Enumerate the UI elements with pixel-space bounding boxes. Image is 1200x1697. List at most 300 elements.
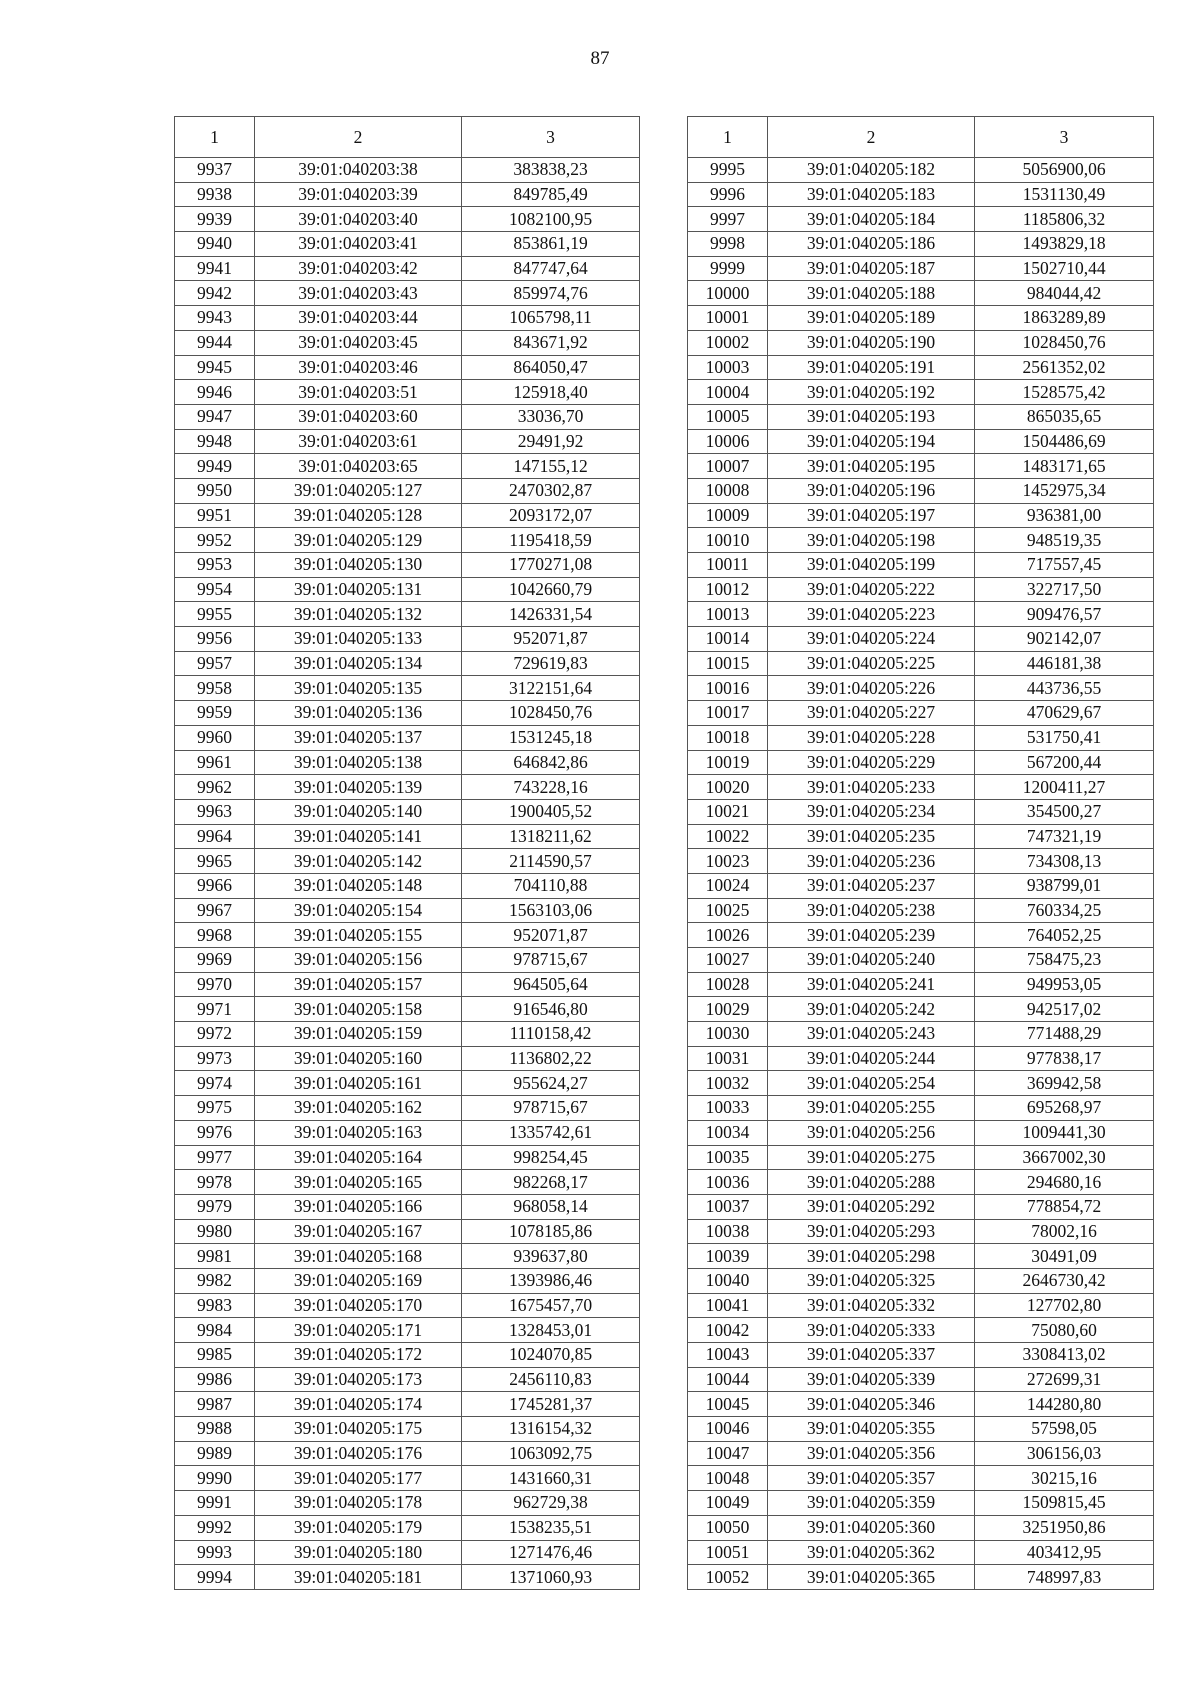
value: 936381,00 bbox=[975, 503, 1154, 528]
value: 998254,45 bbox=[462, 1145, 640, 1170]
cadastral-number: 39:01:040205:238 bbox=[768, 898, 975, 923]
row-number: 10010 bbox=[688, 528, 768, 553]
cadastral-number: 39:01:040205:156 bbox=[255, 948, 462, 973]
cadastral-number: 39:01:040205:199 bbox=[768, 553, 975, 578]
row-number: 10022 bbox=[688, 824, 768, 849]
row-number: 10027 bbox=[688, 948, 768, 973]
row-number: 10023 bbox=[688, 849, 768, 874]
cadastral-number: 39:01:040203:41 bbox=[255, 232, 462, 257]
value: 2093172,07 bbox=[462, 503, 640, 528]
cadastral-number: 39:01:040205:137 bbox=[255, 725, 462, 750]
cadastral-number: 39:01:040205:194 bbox=[768, 429, 975, 454]
value: 1426331,54 bbox=[462, 602, 640, 627]
row-number: 9980 bbox=[175, 1219, 255, 1244]
table-row bbox=[688, 454, 1154, 479]
row-number: 10015 bbox=[688, 651, 768, 676]
cadastral-number: 39:01:040205:292 bbox=[768, 1194, 975, 1219]
value: 646842,86 bbox=[462, 750, 640, 775]
table-row bbox=[175, 1491, 640, 1516]
value: 3667002,30 bbox=[975, 1145, 1154, 1170]
row-number: 9949 bbox=[175, 454, 255, 479]
cadastral-number: 39:01:040205:188 bbox=[768, 281, 975, 306]
value: 30215,16 bbox=[975, 1466, 1154, 1491]
table-row bbox=[688, 232, 1154, 257]
cadastral-number: 39:01:040205:228 bbox=[768, 725, 975, 750]
row-number: 9937 bbox=[175, 158, 255, 183]
cadastral-number: 39:01:040205:164 bbox=[255, 1145, 462, 1170]
row-number: 10050 bbox=[688, 1515, 768, 1540]
table-row bbox=[688, 799, 1154, 824]
value: 771488,29 bbox=[975, 1022, 1154, 1047]
row-number: 9993 bbox=[175, 1540, 255, 1565]
cadastral-number: 39:01:040205:128 bbox=[255, 503, 462, 528]
row-number: 9968 bbox=[175, 923, 255, 948]
row-number: 10004 bbox=[688, 380, 768, 405]
cadastral-number: 39:01:040205:162 bbox=[255, 1096, 462, 1121]
value: 3251950,86 bbox=[975, 1515, 1154, 1540]
row-number: 10026 bbox=[688, 923, 768, 948]
value: 1493829,18 bbox=[975, 232, 1154, 257]
cadastral-number: 39:01:040205:134 bbox=[255, 651, 462, 676]
value: 717557,45 bbox=[975, 553, 1154, 578]
table-row bbox=[175, 651, 640, 676]
table-row bbox=[175, 1170, 640, 1195]
value: 864050,47 bbox=[462, 355, 640, 380]
row-number: 10043 bbox=[688, 1343, 768, 1368]
value: 567200,44 bbox=[975, 750, 1154, 775]
value: 147155,12 bbox=[462, 454, 640, 479]
table-row bbox=[688, 478, 1154, 503]
page-number: 87 bbox=[590, 48, 610, 69]
value: 1024070,85 bbox=[462, 1343, 640, 1368]
cadastral-number: 39:01:040205:158 bbox=[255, 997, 462, 1022]
table-row bbox=[688, 651, 1154, 676]
table-row bbox=[688, 404, 1154, 429]
cadastral-number: 39:01:040205:135 bbox=[255, 676, 462, 701]
table-row bbox=[688, 750, 1154, 775]
table-row bbox=[175, 1367, 640, 1392]
table-row bbox=[688, 528, 1154, 553]
value: 1318211,62 bbox=[462, 824, 640, 849]
value: 734308,13 bbox=[975, 849, 1154, 874]
table-row bbox=[688, 824, 1154, 849]
value: 1316154,32 bbox=[462, 1417, 640, 1442]
cadastral-number: 39:01:040203:42 bbox=[255, 256, 462, 281]
value: 748997,83 bbox=[975, 1565, 1154, 1590]
value: 1063092,75 bbox=[462, 1441, 640, 1466]
table-row bbox=[688, 380, 1154, 405]
table-row bbox=[175, 923, 640, 948]
table-row bbox=[688, 602, 1154, 627]
row-number: 9971 bbox=[175, 997, 255, 1022]
row-number: 10021 bbox=[688, 799, 768, 824]
column-header: 3 bbox=[975, 117, 1154, 158]
cadastral-number: 39:01:040205:339 bbox=[768, 1367, 975, 1392]
cadastral-number: 39:01:040205:222 bbox=[768, 577, 975, 602]
column-header: 1 bbox=[175, 117, 255, 158]
value: 2470302,87 bbox=[462, 478, 640, 503]
column-header: 2 bbox=[255, 117, 462, 158]
table-row bbox=[175, 478, 640, 503]
cadastral-number: 39:01:040205:127 bbox=[255, 478, 462, 503]
value: 369942,58 bbox=[975, 1071, 1154, 1096]
cadastral-number: 39:01:040205:362 bbox=[768, 1540, 975, 1565]
cadastral-number: 39:01:040205:179 bbox=[255, 1515, 462, 1540]
row-number: 9941 bbox=[175, 256, 255, 281]
value: 942517,02 bbox=[975, 997, 1154, 1022]
row-number: 10029 bbox=[688, 997, 768, 1022]
value: 704110,88 bbox=[462, 873, 640, 898]
cadastral-number: 39:01:040205:239 bbox=[768, 923, 975, 948]
table-row bbox=[175, 553, 640, 578]
row-number: 9950 bbox=[175, 478, 255, 503]
cadastral-number: 39:01:040205:359 bbox=[768, 1491, 975, 1516]
row-number: 9952 bbox=[175, 528, 255, 553]
row-number: 9953 bbox=[175, 553, 255, 578]
row-number: 9965 bbox=[175, 849, 255, 874]
cadastral-number: 39:01:040203:43 bbox=[255, 281, 462, 306]
cadastral-number: 39:01:040205:356 bbox=[768, 1441, 975, 1466]
table-header-row bbox=[175, 117, 640, 158]
value: 144280,80 bbox=[975, 1392, 1154, 1417]
value: 902142,07 bbox=[975, 627, 1154, 652]
row-number: 9958 bbox=[175, 676, 255, 701]
row-number: 10016 bbox=[688, 676, 768, 701]
table-row bbox=[688, 1491, 1154, 1516]
value: 2456110,83 bbox=[462, 1367, 640, 1392]
row-number: 9999 bbox=[688, 256, 768, 281]
cadastral-number: 39:01:040203:61 bbox=[255, 429, 462, 454]
row-number: 10011 bbox=[688, 553, 768, 578]
table-row bbox=[175, 207, 640, 232]
row-number: 10047 bbox=[688, 1441, 768, 1466]
row-number: 9966 bbox=[175, 873, 255, 898]
row-number: 9973 bbox=[175, 1046, 255, 1071]
table-row bbox=[688, 1441, 1154, 1466]
row-number: 9961 bbox=[175, 750, 255, 775]
row-number: 9956 bbox=[175, 627, 255, 652]
table-row bbox=[175, 1441, 640, 1466]
row-number: 9983 bbox=[175, 1293, 255, 1318]
value: 729619,83 bbox=[462, 651, 640, 676]
table-row bbox=[175, 701, 640, 726]
value: 952071,87 bbox=[462, 923, 640, 948]
cadastral-number: 39:01:040205:154 bbox=[255, 898, 462, 923]
row-number: 9996 bbox=[688, 182, 768, 207]
value: 531750,41 bbox=[975, 725, 1154, 750]
value: 294680,16 bbox=[975, 1170, 1154, 1195]
cadastral-number: 39:01:040205:173 bbox=[255, 1367, 462, 1392]
table-row bbox=[175, 1540, 640, 1565]
table-row bbox=[688, 923, 1154, 948]
cadastral-number: 39:01:040205:131 bbox=[255, 577, 462, 602]
value: 1745281,37 bbox=[462, 1392, 640, 1417]
table-row bbox=[175, 380, 640, 405]
row-number: 9969 bbox=[175, 948, 255, 973]
cadastral-number: 39:01:040203:45 bbox=[255, 330, 462, 355]
row-number: 9946 bbox=[175, 380, 255, 405]
row-number: 9954 bbox=[175, 577, 255, 602]
cadastral-number: 39:01:040205:288 bbox=[768, 1170, 975, 1195]
table-row bbox=[175, 898, 640, 923]
table-row bbox=[175, 972, 640, 997]
row-number: 9981 bbox=[175, 1244, 255, 1269]
table-row bbox=[175, 1268, 640, 1293]
cadastral-number: 39:01:040205:237 bbox=[768, 873, 975, 898]
table-row bbox=[688, 1120, 1154, 1145]
row-number: 10049 bbox=[688, 1491, 768, 1516]
row-number: 9974 bbox=[175, 1071, 255, 1096]
row-number: 9982 bbox=[175, 1268, 255, 1293]
row-number: 10051 bbox=[688, 1540, 768, 1565]
value: 1042660,79 bbox=[462, 577, 640, 602]
table-row bbox=[688, 1367, 1154, 1392]
value: 955624,27 bbox=[462, 1071, 640, 1096]
row-number: 9938 bbox=[175, 182, 255, 207]
value: 30491,09 bbox=[975, 1244, 1154, 1269]
table-row bbox=[688, 948, 1154, 973]
table-row bbox=[688, 256, 1154, 281]
table-row bbox=[175, 1515, 640, 1540]
cadastral-number: 39:01:040205:255 bbox=[768, 1096, 975, 1121]
value: 948519,35 bbox=[975, 528, 1154, 553]
value: 758475,23 bbox=[975, 948, 1154, 973]
table-row bbox=[175, 824, 640, 849]
table-row bbox=[175, 158, 640, 183]
table-row bbox=[175, 750, 640, 775]
cadastral-number: 39:01:040205:357 bbox=[768, 1466, 975, 1491]
cadastral-number: 39:01:040203:44 bbox=[255, 306, 462, 331]
value: 1028450,76 bbox=[975, 330, 1154, 355]
cadastral-number: 39:01:040205:195 bbox=[768, 454, 975, 479]
table-row bbox=[175, 429, 640, 454]
value: 1502710,44 bbox=[975, 256, 1154, 281]
cadastral-number: 39:01:040205:332 bbox=[768, 1293, 975, 1318]
cadastral-number: 39:01:040205:166 bbox=[255, 1194, 462, 1219]
value: 3122151,64 bbox=[462, 676, 640, 701]
value: 127702,80 bbox=[975, 1293, 1154, 1318]
table-row bbox=[175, 725, 640, 750]
row-number: 9955 bbox=[175, 602, 255, 627]
table-row bbox=[175, 1392, 640, 1417]
table-row bbox=[175, 1417, 640, 1442]
cadastral-number: 39:01:040205:254 bbox=[768, 1071, 975, 1096]
table-row bbox=[175, 1120, 640, 1145]
table-row bbox=[175, 1096, 640, 1121]
value: 849785,49 bbox=[462, 182, 640, 207]
table-row bbox=[175, 676, 640, 701]
row-number: 9998 bbox=[688, 232, 768, 257]
value: 1675457,70 bbox=[462, 1293, 640, 1318]
cadastral-number: 39:01:040205:225 bbox=[768, 651, 975, 676]
cadastral-number: 39:01:040205:223 bbox=[768, 602, 975, 627]
row-number: 9944 bbox=[175, 330, 255, 355]
row-number: 10037 bbox=[688, 1194, 768, 1219]
table-row bbox=[175, 1565, 640, 1590]
table-row bbox=[175, 355, 640, 380]
table-row bbox=[175, 775, 640, 800]
cadastral-number: 39:01:040203:38 bbox=[255, 158, 462, 183]
table-row bbox=[175, 232, 640, 257]
table-row bbox=[688, 1392, 1154, 1417]
value: 354500,27 bbox=[975, 799, 1154, 824]
row-number: 9945 bbox=[175, 355, 255, 380]
row-number: 10002 bbox=[688, 330, 768, 355]
row-number: 10003 bbox=[688, 355, 768, 380]
value: 33036,70 bbox=[462, 404, 640, 429]
table-row bbox=[688, 1466, 1154, 1491]
row-number: 10040 bbox=[688, 1268, 768, 1293]
table-left-body bbox=[175, 117, 640, 1590]
value: 443736,55 bbox=[975, 676, 1154, 701]
cadastral-number: 39:01:040205:132 bbox=[255, 602, 462, 627]
value: 982268,17 bbox=[462, 1170, 640, 1195]
cadastral-number: 39:01:040203:60 bbox=[255, 404, 462, 429]
cadastral-number: 39:01:040205:183 bbox=[768, 182, 975, 207]
row-number: 9964 bbox=[175, 824, 255, 849]
value: 764052,25 bbox=[975, 923, 1154, 948]
row-number: 9989 bbox=[175, 1441, 255, 1466]
value: 952071,87 bbox=[462, 627, 640, 652]
table-row bbox=[175, 799, 640, 824]
table-row bbox=[688, 1194, 1154, 1219]
cadastral-number: 39:01:040205:180 bbox=[255, 1540, 462, 1565]
row-number: 10017 bbox=[688, 701, 768, 726]
table-row bbox=[688, 306, 1154, 331]
table-row bbox=[688, 701, 1154, 726]
row-number: 9978 bbox=[175, 1170, 255, 1195]
row-number: 10046 bbox=[688, 1417, 768, 1442]
cadastral-number: 39:01:040205:191 bbox=[768, 355, 975, 380]
row-number: 10036 bbox=[688, 1170, 768, 1195]
cadastral-number: 39:01:040205:130 bbox=[255, 553, 462, 578]
value: 964505,64 bbox=[462, 972, 640, 997]
table-row bbox=[688, 972, 1154, 997]
row-number: 10001 bbox=[688, 306, 768, 331]
row-number: 9991 bbox=[175, 1491, 255, 1516]
table-row bbox=[688, 725, 1154, 750]
table-row bbox=[175, 454, 640, 479]
value: 1009441,30 bbox=[975, 1120, 1154, 1145]
table-row bbox=[688, 330, 1154, 355]
value: 403412,95 bbox=[975, 1540, 1154, 1565]
table-row bbox=[688, 898, 1154, 923]
row-number: 9985 bbox=[175, 1343, 255, 1368]
row-number: 10031 bbox=[688, 1046, 768, 1071]
row-number: 9960 bbox=[175, 725, 255, 750]
value: 1452975,34 bbox=[975, 478, 1154, 503]
value: 847747,64 bbox=[462, 256, 640, 281]
cadastral-number: 39:01:040205:129 bbox=[255, 528, 462, 553]
table-row bbox=[175, 1293, 640, 1318]
value: 1563103,06 bbox=[462, 898, 640, 923]
table-row bbox=[688, 1565, 1154, 1590]
row-number: 10020 bbox=[688, 775, 768, 800]
row-number: 9963 bbox=[175, 799, 255, 824]
table-row bbox=[175, 849, 640, 874]
row-number: 10012 bbox=[688, 577, 768, 602]
value: 1065798,11 bbox=[462, 306, 640, 331]
cadastral-number: 39:01:040203:46 bbox=[255, 355, 462, 380]
cadastral-number: 39:01:040205:346 bbox=[768, 1392, 975, 1417]
table-row bbox=[175, 997, 640, 1022]
table-row bbox=[688, 207, 1154, 232]
value: 978715,67 bbox=[462, 948, 640, 973]
cadastral-number: 39:01:040205:243 bbox=[768, 1022, 975, 1047]
table-row bbox=[688, 503, 1154, 528]
row-number: 10019 bbox=[688, 750, 768, 775]
cadastral-number: 39:01:040205:168 bbox=[255, 1244, 462, 1269]
value: 78002,16 bbox=[975, 1219, 1154, 1244]
cadastral-number: 39:01:040205:165 bbox=[255, 1170, 462, 1195]
cadastral-number: 39:01:040205:176 bbox=[255, 1441, 462, 1466]
cadastral-number: 39:01:040205:227 bbox=[768, 701, 975, 726]
row-number: 10005 bbox=[688, 404, 768, 429]
cadastral-number: 39:01:040205:177 bbox=[255, 1466, 462, 1491]
row-number: 10009 bbox=[688, 503, 768, 528]
table-row bbox=[688, 1343, 1154, 1368]
value: 272699,31 bbox=[975, 1367, 1154, 1392]
table-row bbox=[688, 1046, 1154, 1071]
row-number: 9940 bbox=[175, 232, 255, 257]
cadastral-number: 39:01:040205:236 bbox=[768, 849, 975, 874]
table-row bbox=[688, 1293, 1154, 1318]
table-row bbox=[688, 775, 1154, 800]
column-header: 3 bbox=[462, 117, 640, 158]
table-left bbox=[174, 116, 640, 1590]
table-row bbox=[688, 1022, 1154, 1047]
table-row bbox=[688, 429, 1154, 454]
table-row bbox=[688, 1540, 1154, 1565]
cadastral-number: 39:01:040205:175 bbox=[255, 1417, 462, 1442]
cadastral-number: 39:01:040205:187 bbox=[768, 256, 975, 281]
cadastral-number: 39:01:040205:133 bbox=[255, 627, 462, 652]
value: 1770271,08 bbox=[462, 553, 640, 578]
value: 470629,67 bbox=[975, 701, 1154, 726]
cadastral-number: 39:01:040203:51 bbox=[255, 380, 462, 405]
row-number: 10006 bbox=[688, 429, 768, 454]
row-number: 9988 bbox=[175, 1417, 255, 1442]
table-right-body bbox=[688, 117, 1154, 1590]
table-row bbox=[688, 1244, 1154, 1269]
cadastral-number: 39:01:040205:182 bbox=[768, 158, 975, 183]
row-number: 10044 bbox=[688, 1367, 768, 1392]
row-number: 9959 bbox=[175, 701, 255, 726]
row-number: 9992 bbox=[175, 1515, 255, 1540]
value: 2646730,42 bbox=[975, 1268, 1154, 1293]
row-number: 10041 bbox=[688, 1293, 768, 1318]
value: 1371060,93 bbox=[462, 1565, 640, 1590]
table-row bbox=[175, 627, 640, 652]
cadastral-number: 39:01:040205:190 bbox=[768, 330, 975, 355]
value: 747321,19 bbox=[975, 824, 1154, 849]
value: 1082100,95 bbox=[462, 207, 640, 232]
cadastral-number: 39:01:040205:157 bbox=[255, 972, 462, 997]
table-row bbox=[175, 281, 640, 306]
table-row bbox=[688, 1170, 1154, 1195]
cadastral-number: 39:01:040205:139 bbox=[255, 775, 462, 800]
value: 1271476,46 bbox=[462, 1540, 640, 1565]
table-row bbox=[688, 1096, 1154, 1121]
cadastral-number: 39:01:040205:160 bbox=[255, 1046, 462, 1071]
row-number: 10014 bbox=[688, 627, 768, 652]
row-number: 9943 bbox=[175, 306, 255, 331]
cadastral-number: 39:01:040205:242 bbox=[768, 997, 975, 1022]
row-number: 9990 bbox=[175, 1466, 255, 1491]
row-number: 10039 bbox=[688, 1244, 768, 1269]
value: 968058,14 bbox=[462, 1194, 640, 1219]
value: 3308413,02 bbox=[975, 1343, 1154, 1368]
